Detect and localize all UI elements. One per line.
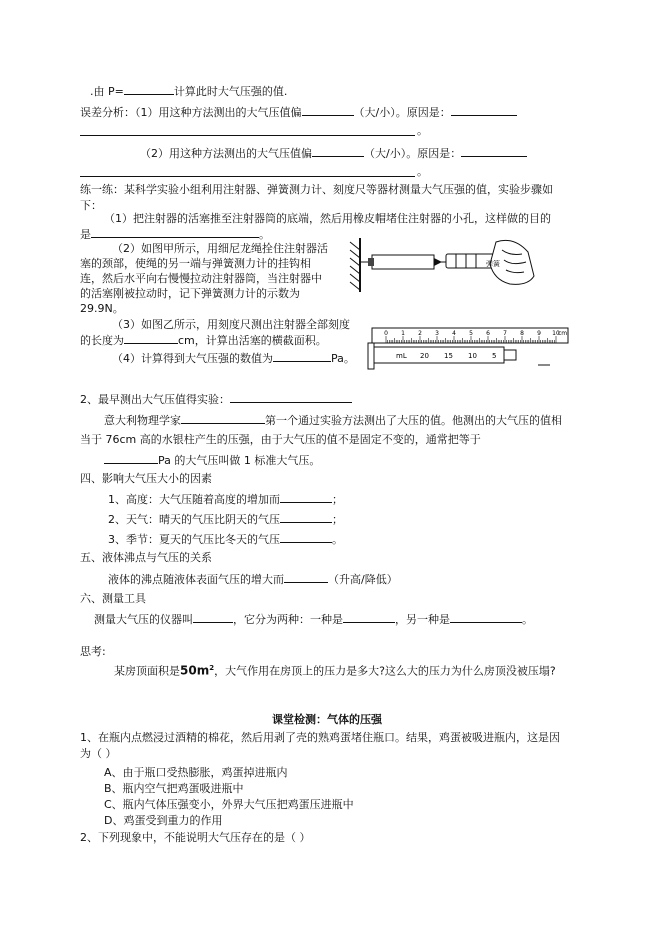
sec2-title-line (80, 391, 352, 407)
period: 。 (259, 228, 270, 241)
question-2: 2、下列现象中，不能说明大气压存在的是（ ） (80, 831, 311, 844)
sec6-text-c: ，另一种是 (395, 613, 450, 626)
ruler-tick-label: 7 (503, 330, 507, 337)
blank (124, 332, 178, 344)
calc-prefix: .由 P= (90, 85, 124, 98)
step-text: Pa。 (331, 352, 355, 365)
ruler-tick-label: 10 (552, 330, 560, 337)
blank (181, 412, 265, 424)
sec2-p3 (104, 452, 320, 468)
step-text: 是 (80, 228, 91, 241)
syringe-barrel (374, 347, 504, 363)
sec2-text: 意大利物理学家 (104, 414, 181, 427)
question-1: 1、在瓶内点燃浸过酒精的棉花，然后用剥了壳的熟鸡蛋堵住瓶口。结果，鸡蛋被吸进瓶内，这是因 (80, 731, 560, 744)
blank (91, 226, 259, 238)
ruler-tick-label: 5 (469, 330, 473, 337)
ruler-tick-label: 3 (435, 330, 439, 337)
step-4 (112, 350, 355, 366)
blank (461, 145, 527, 157)
blank (343, 611, 395, 623)
sec4-item-3 (108, 531, 343, 547)
answer-rule (80, 135, 415, 136)
sec4-item-1 (108, 491, 343, 507)
punct: ； (332, 513, 343, 526)
sec5-text-a: 液体的沸点随液体表面气压的增大而 (108, 573, 284, 586)
sec2-text: Pa 的大气压叫做 1 标准大气压。 (158, 454, 321, 467)
blank (451, 104, 517, 116)
practice-intro: 练一练：某科学实验小组利用注射器、弹簧测力计、刻度尺等器材测量大气压强的值，实验步骤如 (80, 183, 553, 196)
sec6-text-b: ，它分为两种：一种是 (233, 613, 343, 626)
punct: ； (332, 493, 343, 506)
blank (450, 611, 522, 623)
sec2-p1 (104, 412, 562, 428)
step-1-answer (80, 226, 270, 242)
calc-suffix: 计算此时大气压强的值. (173, 85, 288, 98)
step-3-line: （3）如图乙所示，用刻度尺测出注射器全部刻度 (112, 318, 350, 331)
error-text: （2）用这种方法测出的大气压值偏 (140, 147, 312, 160)
sec2-text: 第一个通过实验方法测出了大压的值。他测出的大气压的值相 (265, 414, 562, 427)
option-c: C、瓶内气体压强变小，外界大气压把鸡蛋压进瓶中 (104, 798, 354, 811)
ruler-tick-label: 4 (452, 330, 456, 337)
step-2-line: 连，然后水平向右慢慢拉动注射器筒，当注射器中 (80, 272, 322, 285)
think-text-a: 某房顶面积是 (114, 664, 180, 678)
sec5-text (108, 571, 398, 587)
step-1: （1）把注射器的活塞推至注射器筒的底端，然后用橡皮帽堵住注射器的小孔，这样做的目的 (104, 212, 551, 225)
sec6-text (94, 611, 533, 627)
calc-line (90, 83, 287, 99)
syringe-scale-label: 5 (492, 352, 497, 360)
sec5-title: 五、液体沸点与气压的关系 (80, 551, 212, 564)
punct: 。 (332, 533, 343, 546)
syringe-scale-label: 20 (420, 352, 429, 360)
step-text: 的长度为 (80, 334, 124, 347)
error-line-2 (140, 145, 527, 161)
error-line-1 (80, 104, 517, 120)
think-question (114, 661, 556, 679)
sec6-text-a: 测量大气压的仪器叫 (94, 613, 193, 626)
test-title: 课堂检测：气体的压强 (272, 713, 382, 726)
option-d: D、鸡蛋受到重力的作用 (104, 814, 223, 827)
blank (312, 145, 364, 157)
error-text: （1）用这种方法测出的大气压值偏 (135, 106, 302, 119)
option-b: B、瓶内空气把鸡蛋吸进瓶中 (104, 782, 244, 795)
sec4-title: 四、影响大气压大小的因素 (80, 472, 212, 485)
blank (280, 491, 332, 503)
figure-ruler-syringe (362, 327, 572, 372)
blank (280, 511, 332, 523)
step-3-answer (80, 332, 327, 348)
sec2-title: 2、最早测出大气压值得实验： (80, 393, 230, 406)
syringe-scale-label: mL (396, 352, 407, 360)
sec6-title: 六、测量工具 (80, 592, 146, 605)
step-text: cm，计算出活塞的横截面积。 (178, 334, 327, 347)
blank (284, 571, 328, 583)
step-text: （4）计算得到大气压强的数值为 (112, 352, 273, 365)
step-2-line: 29.9N。 (80, 302, 124, 315)
figure-syringe-spring (346, 234, 546, 296)
think-label: 思考: (80, 645, 106, 658)
answer-rule (80, 176, 415, 177)
ruler-tick-label: 1 (401, 330, 405, 337)
sec4-item-2 (108, 511, 343, 527)
step-2-line: （2）如图甲所示，用细尼龙绳拴住注射器活 (112, 242, 328, 255)
ruler-unit: cm (558, 330, 568, 337)
syringe-scale-label: 15 (444, 352, 453, 360)
sec4-text: 2、天气：晴天的气压比阴天的气压 (108, 513, 280, 526)
sec4-text: 3、季节：夏天的气压比冬天的气压 (108, 533, 280, 546)
sec2-p2: 当于 76cm 高的水银柱产生的压强，由于大气压的值不是固定不变的，通常把等于 (80, 433, 481, 446)
area-exponent: 2 (209, 664, 215, 672)
sec4-text: 1、高度：大气压随着高度的增加而 (108, 493, 280, 506)
blank (193, 611, 233, 623)
sec5-text-b: （升高/降低） (328, 573, 398, 586)
punct: 。 (522, 613, 533, 626)
ruler-tick-label: 8 (520, 330, 524, 337)
blank (273, 350, 331, 362)
syringe-scale-label: 10 (468, 352, 477, 360)
question-1-cont: 为（ ） (80, 747, 117, 760)
area-value: 50m (180, 663, 210, 678)
option-a: A、由于瓶口受热膨胀，鸡蛋掉进瓶内 (104, 766, 288, 779)
blank (302, 104, 354, 116)
ruler-tick-label: 0 (384, 330, 388, 337)
step-2-line: 的活塞刚被拉动时，记下弹簧测力计的示数为 (80, 287, 300, 300)
error-text: （大/小）。原因是： (353, 106, 451, 119)
error-label: 误差分析： (80, 106, 135, 119)
blank (230, 391, 352, 403)
step-2-line: 塞的颈部，使绳的另一端与弹簧测力计的挂钩相 (80, 257, 311, 270)
think-text-b: ，大气作用在房顶上的压力是多大?这么大的压力为什么房顶没被压塌? (214, 664, 556, 678)
period: 。 (417, 124, 428, 137)
svg-text:弹簧: 弹簧 (486, 260, 500, 268)
practice-intro-cont: 下： (80, 199, 102, 212)
period: 。 (417, 165, 428, 178)
ruler-tick-label: 6 (486, 330, 490, 337)
error-text: （大/小）。原因是： (364, 147, 462, 160)
blank (280, 531, 332, 543)
ruler-tick-label: 2 (418, 330, 422, 337)
blank (124, 83, 174, 95)
blank (104, 452, 158, 464)
ruler-tick-label: 9 (537, 330, 541, 337)
